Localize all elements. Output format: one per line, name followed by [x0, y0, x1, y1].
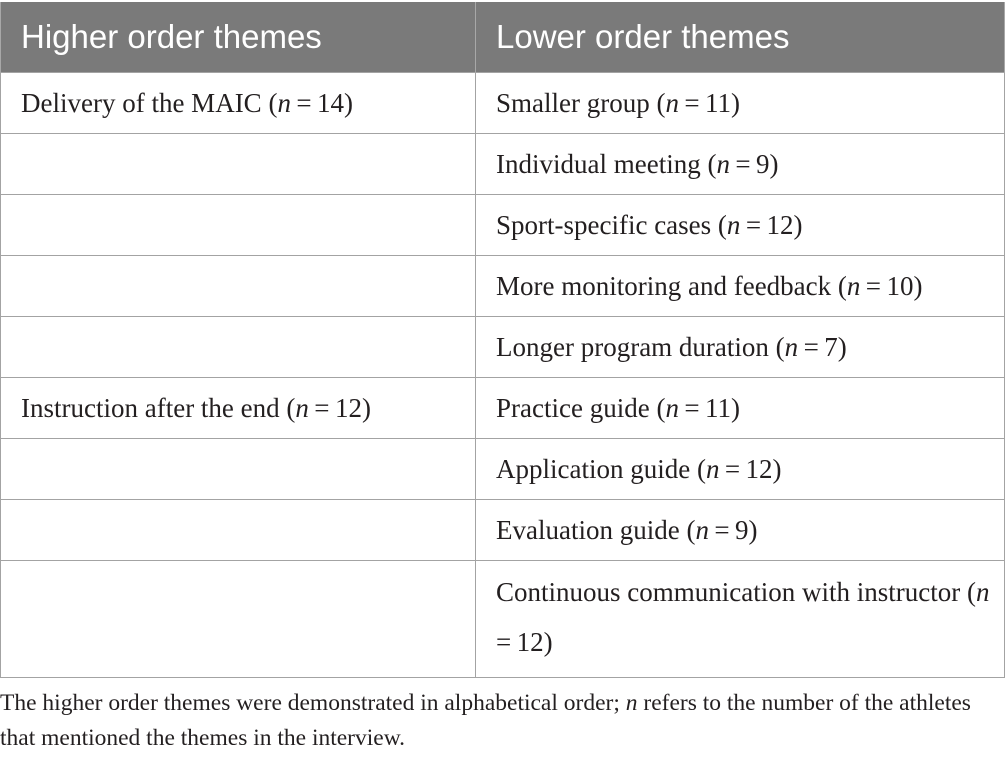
n-symbol: n	[726, 210, 741, 240]
higher-theme-cell: Delivery of the MAIC (n = 14)	[1, 73, 476, 134]
higher-theme-count: 12	[334, 393, 362, 423]
footnote-n-symbol: n	[625, 690, 638, 716]
footnote-part2: refers to the number of the athletes that mentioned the themes in the interview.	[0, 690, 971, 751]
n-symbol: n	[716, 149, 730, 179]
lower-theme-count: 10	[886, 271, 914, 301]
table-body	[1, 73, 1005, 678]
lower-theme-label: Longer program duration	[496, 332, 769, 362]
header-higher-order-themes: Higher order themes	[1, 2, 476, 73]
lower-theme-count: 11	[705, 88, 732, 118]
footnote-part1: The higher order themes were demonstrated in alphabetical order;	[0, 690, 626, 716]
footnote-text	[0, 686, 1004, 756]
higher-theme-label: Instruction after the end	[21, 393, 280, 423]
lower-theme-label: Evaluation guide	[496, 515, 680, 545]
lower-theme-label: Continuous communication with instructor	[496, 577, 961, 607]
n-symbol: n	[277, 88, 291, 118]
header-row	[1, 2, 1005, 73]
lower-theme-label: Sport-specific cases	[496, 210, 712, 240]
higher-theme-cell	[1, 195, 476, 256]
lower-theme-label: Practice guide	[496, 393, 650, 423]
lower-theme-count: 9	[756, 149, 770, 179]
lower-theme-cell: Longer program duration (n = 7)	[476, 317, 1005, 378]
lower-theme-cell: Practice guide (n = 11)	[476, 378, 1005, 439]
higher-theme-cell	[1, 500, 476, 561]
table-row	[1, 500, 1005, 561]
lower-theme-cell: Application guide (n = 12)	[476, 439, 1005, 500]
lower-theme-label: Application guide	[496, 454, 691, 484]
lower-theme-cell: Continuous communication with instructor (n = 12)	[476, 561, 1005, 678]
header-lower-order-themes: Lower order themes	[476, 2, 1005, 73]
higher-theme-cell	[1, 134, 476, 195]
table-row	[1, 317, 1005, 378]
table-row	[1, 73, 1005, 134]
n-symbol: n	[665, 393, 679, 423]
n-symbol: n	[975, 577, 990, 607]
n-symbol: n	[784, 332, 799, 362]
lower-theme-cell: More monitoring and feedback (n = 10)	[476, 256, 1005, 317]
n-symbol: n	[295, 393, 309, 423]
lower-theme-label: More monitoring and feedback	[496, 271, 832, 301]
table-row	[1, 561, 1005, 678]
table-footnote	[0, 686, 1004, 756]
n-symbol: n	[705, 454, 720, 484]
n-symbol: n	[846, 271, 861, 301]
lower-theme-count: 9	[735, 515, 749, 545]
lower-theme-count: 12	[516, 627, 544, 657]
higher-theme-cell	[1, 256, 476, 317]
themes-table	[0, 2, 1005, 678]
table-row	[1, 195, 1005, 256]
lower-theme-cell: Evaluation guide (n = 9)	[476, 500, 1005, 561]
table-header	[1, 2, 1005, 73]
higher-theme-count: 14	[317, 88, 344, 118]
lower-theme-label: Smaller group	[496, 88, 650, 118]
themes-table-container	[0, 2, 1004, 678]
higher-theme-label: Delivery of the MAIC	[21, 88, 262, 118]
table-row	[1, 134, 1005, 195]
lower-theme-count: 12	[745, 454, 773, 484]
lower-theme-count: 11	[704, 393, 731, 423]
lower-theme-count: 12	[766, 210, 794, 240]
higher-theme-cell	[1, 561, 476, 678]
higher-theme-cell	[1, 439, 476, 500]
lower-theme-cell: Sport-specific cases (n = 12)	[476, 195, 1005, 256]
lower-theme-cell: Smaller group (n = 11)	[476, 73, 1005, 134]
lower-theme-label: Individual meeting	[496, 149, 701, 179]
table-row	[1, 378, 1005, 439]
lower-theme-count: 7	[824, 332, 838, 362]
higher-theme-cell	[1, 317, 476, 378]
lower-theme-cell: Individual meeting (n = 9)	[476, 134, 1005, 195]
table-row	[1, 256, 1005, 317]
n-symbol: n	[665, 88, 679, 118]
higher-theme-cell: Instruction after the end (n = 12)	[1, 378, 476, 439]
n-symbol: n	[695, 515, 709, 545]
table-row	[1, 439, 1005, 500]
